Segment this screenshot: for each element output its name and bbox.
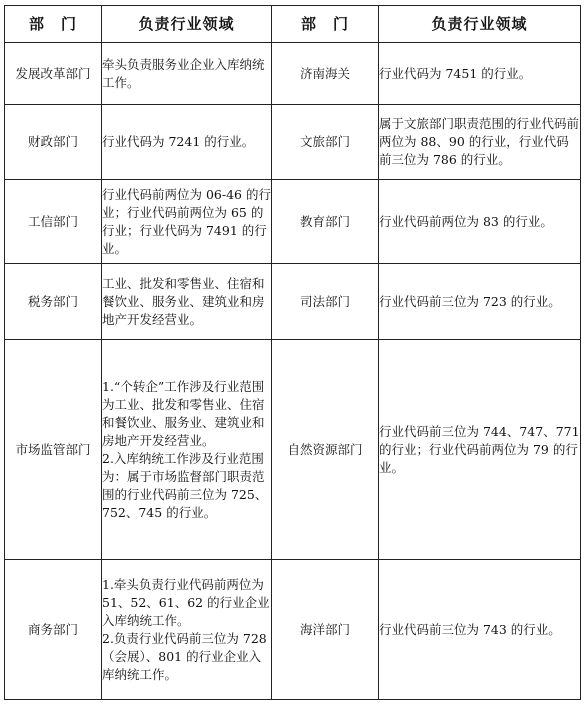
scope-text: 2.负责行业代码前三位为 728（会展）、801 的行业企业入库纳统工作。 (102, 630, 267, 682)
table-row (5, 264, 581, 340)
table-row (5, 340, 581, 560)
right-scope-cell (379, 560, 581, 700)
table-row (5, 43, 581, 105)
scope-text: 行业代码前两位为 83 的行业。 (379, 213, 553, 229)
scope-text: 2.入库纳统工作涉及行业范围为：属于市场监督部门职责范围的行业代码前三位为 725、752、745 的行业。 (102, 450, 268, 520)
right-dept-cell: 海洋部门 (272, 560, 379, 700)
right-scope-cell (379, 340, 581, 560)
left-dept-cell: 财政部门 (5, 105, 102, 180)
responsibility-table (4, 5, 581, 700)
scope-text: 行业代码前三位为 744、747、771 的行业；行业代码前两位为 79 的行业。 (379, 423, 580, 475)
header-scope-left: 负责行业领域 (102, 6, 272, 43)
scope-text: 1.牵头负责行业代码前两位为 51、52、61、62 的行业企业入库纳统工作。 (102, 576, 270, 628)
right-dept-cell: 自然资源部门 (272, 340, 379, 560)
right-scope-cell (379, 264, 581, 340)
left-dept-cell: 商务部门 (5, 560, 102, 700)
right-dept-cell: 文旅部门 (272, 105, 379, 180)
scope-text: 行业代码前三位为 743 的行业。 (379, 621, 561, 637)
table-row (5, 560, 581, 700)
scope-text: 行业代码为 7451 的行业。 (379, 65, 532, 81)
scope-text: 属于文旅部门职责范围的行业代码前两位为 88、90 的行业，行业代码前三位为 786 的行业。 (379, 116, 580, 167)
left-dept-cell: 市场监管部门 (5, 340, 102, 560)
right-scope-cell (379, 43, 581, 105)
left-scope-cell (102, 264, 272, 340)
scope-text: 行业代码为 7241 的行业。 (102, 134, 255, 149)
left-dept-cell: 发展改革部门 (5, 43, 102, 105)
left-dept-cell: 工信部门 (5, 180, 102, 264)
header-scope-right: 负责行业领域 (379, 6, 581, 43)
table-row (5, 105, 581, 180)
header-dept-left: 部 门 (5, 6, 102, 43)
left-dept-cell: 税务部门 (5, 264, 102, 340)
header-dept-right: 部 门 (272, 6, 379, 43)
header-row (5, 6, 581, 43)
scope-text: 行业代码前三位为 723 的行业。 (379, 293, 561, 309)
scope-text: 行业代码前两位为 06-46 的行业；行业代码前两位为 65 的行业；行业代码为 7491 的行业。 (102, 186, 271, 256)
right-scope-cell (379, 105, 581, 180)
scope-text: 1.“个转企”工作涉及行业范围为工业、批发和零售业、住宿和餐饮业、服务业、建筑业和房地产开发经营业。 (102, 378, 265, 448)
left-scope-cell (102, 340, 272, 560)
scope-text: 工业、批发和零售业、住宿和餐饮业、服务业、建筑业和房地产开发经营业。 (102, 275, 265, 327)
left-scope-cell (102, 43, 272, 105)
left-scope-cell (102, 105, 272, 180)
table-row (5, 180, 581, 264)
left-scope-cell (102, 560, 272, 700)
right-dept-cell: 教育部门 (272, 180, 379, 264)
right-dept-cell: 司法部门 (272, 264, 379, 340)
right-scope-cell (379, 180, 581, 264)
right-dept-cell: 济南海关 (272, 43, 379, 105)
left-scope-cell (102, 180, 272, 264)
scope-text: 牵头负责服务业企业入库纳统工作。 (102, 56, 265, 90)
